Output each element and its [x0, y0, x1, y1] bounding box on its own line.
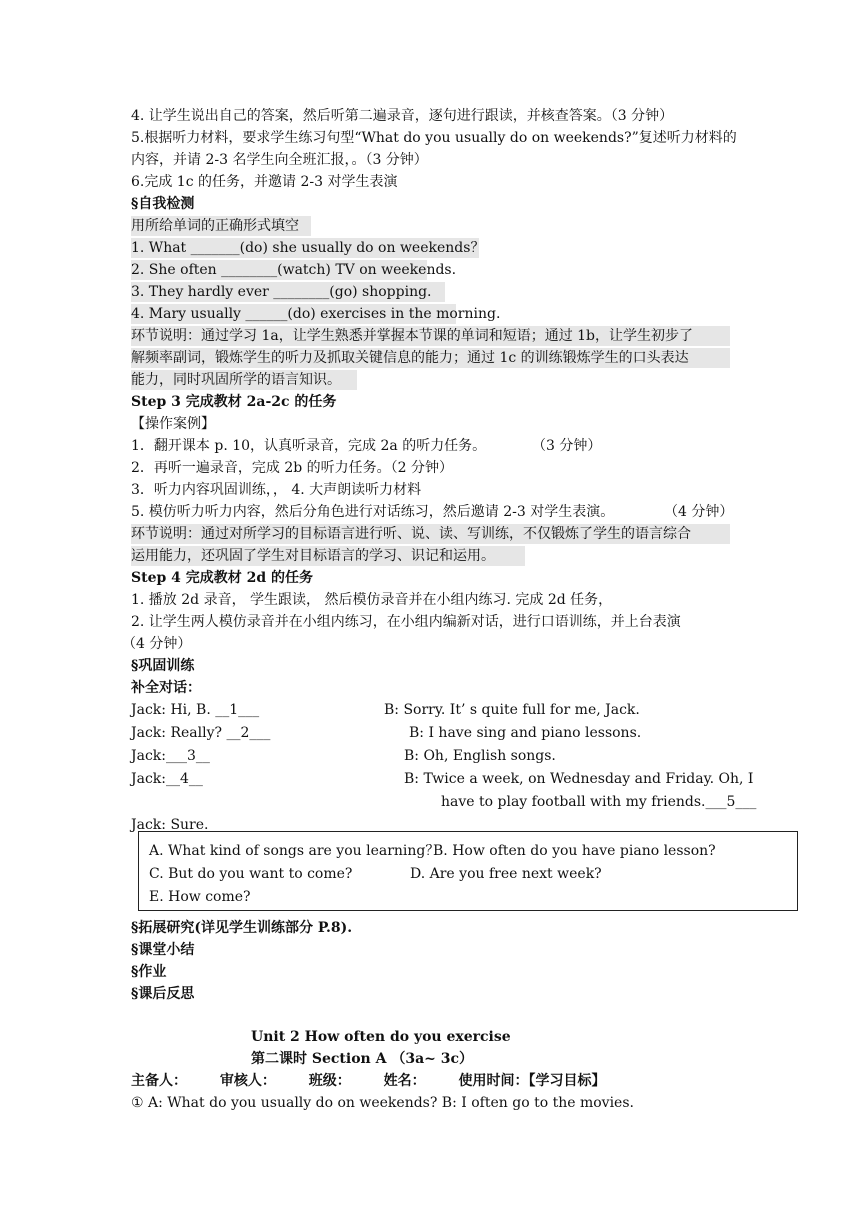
dialog-jack-1: Jack: Hi, B. __1___	[131, 702, 260, 718]
step3-item-1-time: （3 分钟）	[532, 438, 602, 454]
step3-item-5-time: （4 分钟）	[664, 504, 734, 520]
dialog-b-4: B: Twice a week, on Wednesday and Friday. Oh, I	[404, 771, 754, 787]
note-1c: 能力，同时巩固所学的语言知识。	[131, 370, 357, 390]
step4-item-2: 2. 让学生两人模仿录音并在小组内练习，在小组内编新对话，进行口语训练，并上台表演	[131, 614, 681, 630]
dialog-b-1: B: Sorry. It’ s quite full for me, Jack.	[384, 702, 640, 718]
option-a: A. What kind of songs are you learning？	[149, 843, 440, 859]
dialog-b-4-cont: have to play football with my friends.___5___	[441, 794, 757, 810]
dialog-jack-3: Jack:___3__	[131, 748, 210, 764]
note-2b: 运用能力，还巩固了学生对目标语言的学习、识记和运用。	[131, 546, 525, 566]
section-consolidate: §巩固训练	[131, 658, 195, 674]
step3-item-1: 1．翻开课本 p. 10，认真听录音，完成 2a 的听力任务。	[131, 438, 487, 454]
step4-item-1: 1. 播放 2d 录音， 学生跟读， 然后模仿录音并在小组内练习. 完成 2d 任务，	[131, 592, 613, 608]
section-extend: §拓展研究(详见学生训练部分 P.8).	[131, 920, 353, 936]
step3-item-5: 5. 模仿听力听力内容，然后分角色进行对话练习，然后邀请 2-3 对学生表演。	[131, 504, 615, 520]
section-homework: §作业	[131, 964, 167, 980]
section-self-check: §自我检测	[131, 196, 195, 212]
question-4: 4. Mary usually ______(do) exercises in the morning.	[131, 306, 501, 322]
section-summary: §课堂小结	[131, 942, 195, 958]
option-b: B. How often do you have piano lesson?	[433, 843, 716, 859]
question-2: 2. She often ________(watch) TV on weekends.	[131, 262, 457, 278]
step4-heading: Step 4 完成教材 2d 的任务	[131, 570, 314, 586]
step3-item-2: 2．再听一遍录音，完成 2b 的听力任务。（2 分钟）	[131, 460, 454, 476]
option-d: D. Are you free next week?	[410, 866, 602, 882]
lesson-title: 第二课时 Section A （3a~ 3c）	[251, 1051, 474, 1067]
question-3: 3. They hardly ever ________(go) shopping.	[131, 282, 445, 302]
note-2a: 环节说明：通过对所学习的目标语言进行听、说、读、写训练，不仅锻炼了学生的语言综合	[131, 524, 730, 544]
unit-title: Unit 2 How often do you exercise	[251, 1029, 511, 1045]
option-e: E. How come?	[149, 889, 251, 905]
step4-item-2-time: （4 分钟）	[122, 636, 192, 652]
dialog-jack-4: Jack:__4__	[131, 771, 203, 787]
dialog-jack-5: Jack: Sure.	[131, 817, 209, 833]
dialog-jack-2: Jack: Really? __2___	[131, 725, 271, 741]
step-line-5a: 5.根据听力材料，要求学生练习句型“What do you usually do on weekends?”复述听力材料的	[131, 130, 737, 146]
dialog-b-2: B: I have sing and piano lessons.	[409, 725, 642, 741]
step-line-6: 6.完成 1c 的任务，并邀请 2-3 对学生表演	[131, 174, 398, 190]
option-c: C. But do you want to come?	[149, 866, 353, 882]
step3-item-3: 3．听力内容巩固训练，， 4. 大声朗读听力材料	[131, 482, 422, 498]
question-1: 1. What _______(do) she usually do on weekends？	[131, 240, 485, 256]
step-line-4: 4. 让学生说出自己的答案，然后听第二遍录音，逐句进行跟读，并核查答案。（3 分钟）	[131, 108, 674, 124]
options-box	[138, 831, 798, 911]
goal-1: ① A: What do you usually do on weekends? B: I often go to the movies.	[131, 1095, 634, 1111]
fill-instruction: 用所给单词的正确形式填空	[131, 216, 311, 236]
complete-dialog-label: 补全对话：	[131, 680, 201, 696]
case-label: 【操作案例】	[131, 416, 215, 432]
section-reflection: §课后反思	[131, 986, 195, 1002]
dialog-b-3: B: Oh, English songs.	[404, 748, 556, 764]
step-line-5b: 内容，并请 2-3 名学生向全班汇报，。（3 分钟）	[131, 152, 428, 168]
note-1a: 环节说明：通过学习 1a，让学生熟悉并掌握本节课的单词和短语；通过 1b，让学生初步了	[131, 326, 730, 346]
meta-line: 主备人： 审核人： 班级： 姓名： 使用时间：【学习目标】	[131, 1073, 606, 1089]
note-1b: 解频率副词，锻炼学生的听力及抓取关键信息的能力；通过 1c 的训练锻炼学生的口头表达	[131, 348, 730, 368]
step3-heading: Step 3 完成教材 2a-2c 的任务	[131, 394, 337, 410]
